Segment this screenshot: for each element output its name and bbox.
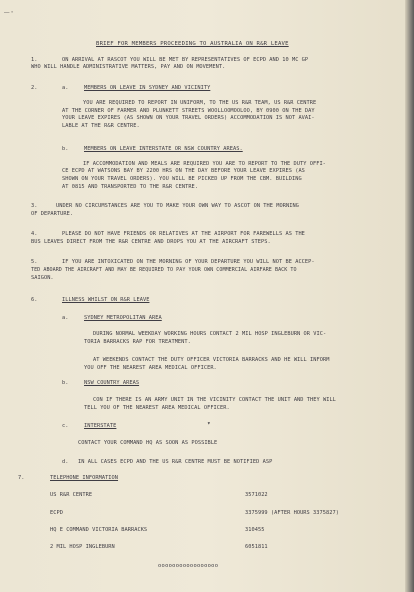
phone-number: 3571022 bbox=[245, 492, 268, 498]
para-6-number: 6. bbox=[31, 297, 38, 303]
para-4-number: 4. bbox=[31, 231, 38, 237]
para-6a-line: AT WEEKENDS CONTACT THE DUTY OFFICER VICTORIA BARRACKS AND HE WILL INFORM bbox=[93, 357, 330, 363]
para-2b-line: CE ECPD AT WATSONS BAY BY 2200 HRS ON THE DAY BEFORE YOUR LEAVE EXPIRES (AS bbox=[62, 168, 305, 174]
para-2-number: 2. bbox=[31, 85, 38, 91]
para-6c-heading: INTERSTATE bbox=[84, 423, 117, 429]
document-title: BRIEF FOR MEMBERS PROCEEDING TO AUSTRALIA ON R&R LEAVE bbox=[96, 41, 289, 47]
para-1-line: ON ARRIVAL AT RASCOT YOU WILL BE MET BY REPRESENTATIVES OF ECPD AND 10 MC GP bbox=[62, 57, 309, 63]
para-6b-line: CON IF THERE IS AN ARMY UNIT IN THE VICINITY CONTACT THE UNIT AND THEY WILL bbox=[93, 397, 336, 403]
para-1-number: 1. bbox=[31, 57, 38, 63]
para-2b-line: SHOWN ON YOUR TRAVEL ORDERS). YOU WILL BE PICKED UP FROM THE CBM. BUILDING bbox=[62, 176, 302, 182]
para-2a-letter: a. bbox=[62, 85, 69, 91]
para-6a-heading: SYDNEY METROPOLITAN AREA bbox=[84, 315, 162, 321]
para-6d-letter: d. bbox=[62, 459, 69, 465]
para-6c-letter: c. bbox=[62, 423, 69, 429]
para-2a-line: YOUR LEAVE EXPIRES (AS SHOWN ON YOUR TRAVEL ORDERS) ACCOMMODATION IS NOT AVAI- bbox=[62, 115, 315, 121]
para-5-line: TED ABOARD THE AIRCRAFT AND MAY BE REQUIRED TO PAY YOUR OWN COMMERCIAL AIRFARE BACK TO bbox=[31, 267, 297, 273]
para-4-line: BUS LEAVES DIRECT FROM THE R&R CENTRE AND DROPS YOU AT THE AIRCRAFT STEPS. bbox=[31, 239, 271, 245]
para-7-heading: TELEPHONE INFORMATION bbox=[50, 475, 119, 481]
phone-number: 310455 bbox=[245, 527, 265, 533]
para-7-number: 7. bbox=[18, 475, 25, 481]
para-2a-line: AT THE CORNER OF FARMER AND PLUNKETT STREETS WOOLLOOMOOLOO, BY 0900 ON THE DAY bbox=[62, 108, 315, 114]
para-3-number: 3. bbox=[31, 203, 38, 209]
para-1-line: WHO WILL HANDLE ADMINISTRATIVE MATTERS, PAY AND ON MOVEMENT. bbox=[31, 64, 226, 70]
para-2b-letter: b. bbox=[62, 146, 69, 152]
para-2a-heading: MEMBERS ON LEAVE IN SYDNEY AND VICINITY bbox=[84, 85, 211, 91]
para-6-heading: ILLNESS WHILST ON R&R LEAVE bbox=[62, 297, 150, 303]
phone-label: US R&R CENTRE bbox=[50, 492, 93, 498]
para-6c-line: CONTACT YOUR COMMAND HQ AS SOON AS POSSIBLE bbox=[78, 440, 218, 446]
para-4-line: PLEASE DO NOT HAVE FRIENDS OR RELATIVES AT THE AIRPORT FOR FAREWELLS AS THE bbox=[62, 231, 305, 237]
footer-divider: ooooooooooooooooo bbox=[158, 563, 219, 569]
phone-number: 6051811 bbox=[245, 544, 268, 550]
para-2b-line: IF ACCOMMODATION AND MEALS ARE REQUIRED YOU ARE TO REPORT TO THE DUTY OFFI- bbox=[83, 161, 326, 167]
para-2b-heading: MEMBERS ON LEAVE INTERSTATE OR NSW COUNTRY AREAS. bbox=[84, 146, 243, 152]
para-3-line: OF DEPARTURE. bbox=[31, 211, 74, 217]
para-6a-line: DURING NORMAL WEEKDAY WORKING HOURS CONTACT 2 MIL HOSP INGLEBURN OR VIC- bbox=[93, 331, 327, 337]
phone-label: 2 MIL HOSP INGLEBURN bbox=[50, 544, 115, 550]
para-6d-line: IN ALL CASES ECPD AND THE US R&R CENTRE MUST BE NOTIFIED ASP bbox=[78, 459, 273, 465]
para-6b-letter: b. bbox=[62, 380, 69, 386]
phone-label: ECPD bbox=[50, 510, 63, 516]
para-6b-heading: NSW COUNTRY AREAS bbox=[84, 380, 140, 386]
para-6a-line: TORIA BARRACKS RAP FOR TREATMENT. bbox=[84, 339, 191, 345]
phone-label: HQ E COMMAND VICTORIA BARRACKS bbox=[50, 527, 148, 533]
para-6a-letter: a. bbox=[62, 315, 69, 321]
para-2a-line: LABLE AT THE R&R CENTRE. bbox=[62, 123, 140, 129]
para-5-number: 5. bbox=[31, 259, 38, 265]
para-6b-line: TELL YOU OF THE NEAREST AREA MEDICAL OFFICER. bbox=[84, 405, 230, 411]
stray-mark-icon: ▾ bbox=[207, 420, 211, 427]
corner-mark: –· bbox=[4, 8, 15, 18]
para-3-line: UNDER NO CIRCUMSTANCES ARE YOU TO MAKE YOUR OWN WAY TO ASCOT ON THE MORNING bbox=[56, 203, 299, 209]
para-5-line: IF YOU ARE INTOXICATED ON THE MORNING OF YOUR DEPARTURE YOU WILL NOT BE ACCEP- bbox=[62, 259, 315, 265]
page-edge-shadow bbox=[405, 0, 414, 592]
phone-number: 3375999 (AFTER HOURS 3375827) bbox=[245, 510, 339, 516]
para-5-line: SAIGON. bbox=[31, 275, 54, 281]
para-6a-line: YOU OFF THE NEAREST AREA MEDICAL OFFICER. bbox=[84, 365, 217, 371]
para-2a-line: YOU ARE REQUIRED TO REPORT IN UNIFORM, TO THE US R&R TEAM, US R&R CENTRE bbox=[83, 100, 317, 106]
para-2b-line: AT 0815 AND TRANSPORTED TO THE R&R CENTRE. bbox=[62, 184, 199, 190]
